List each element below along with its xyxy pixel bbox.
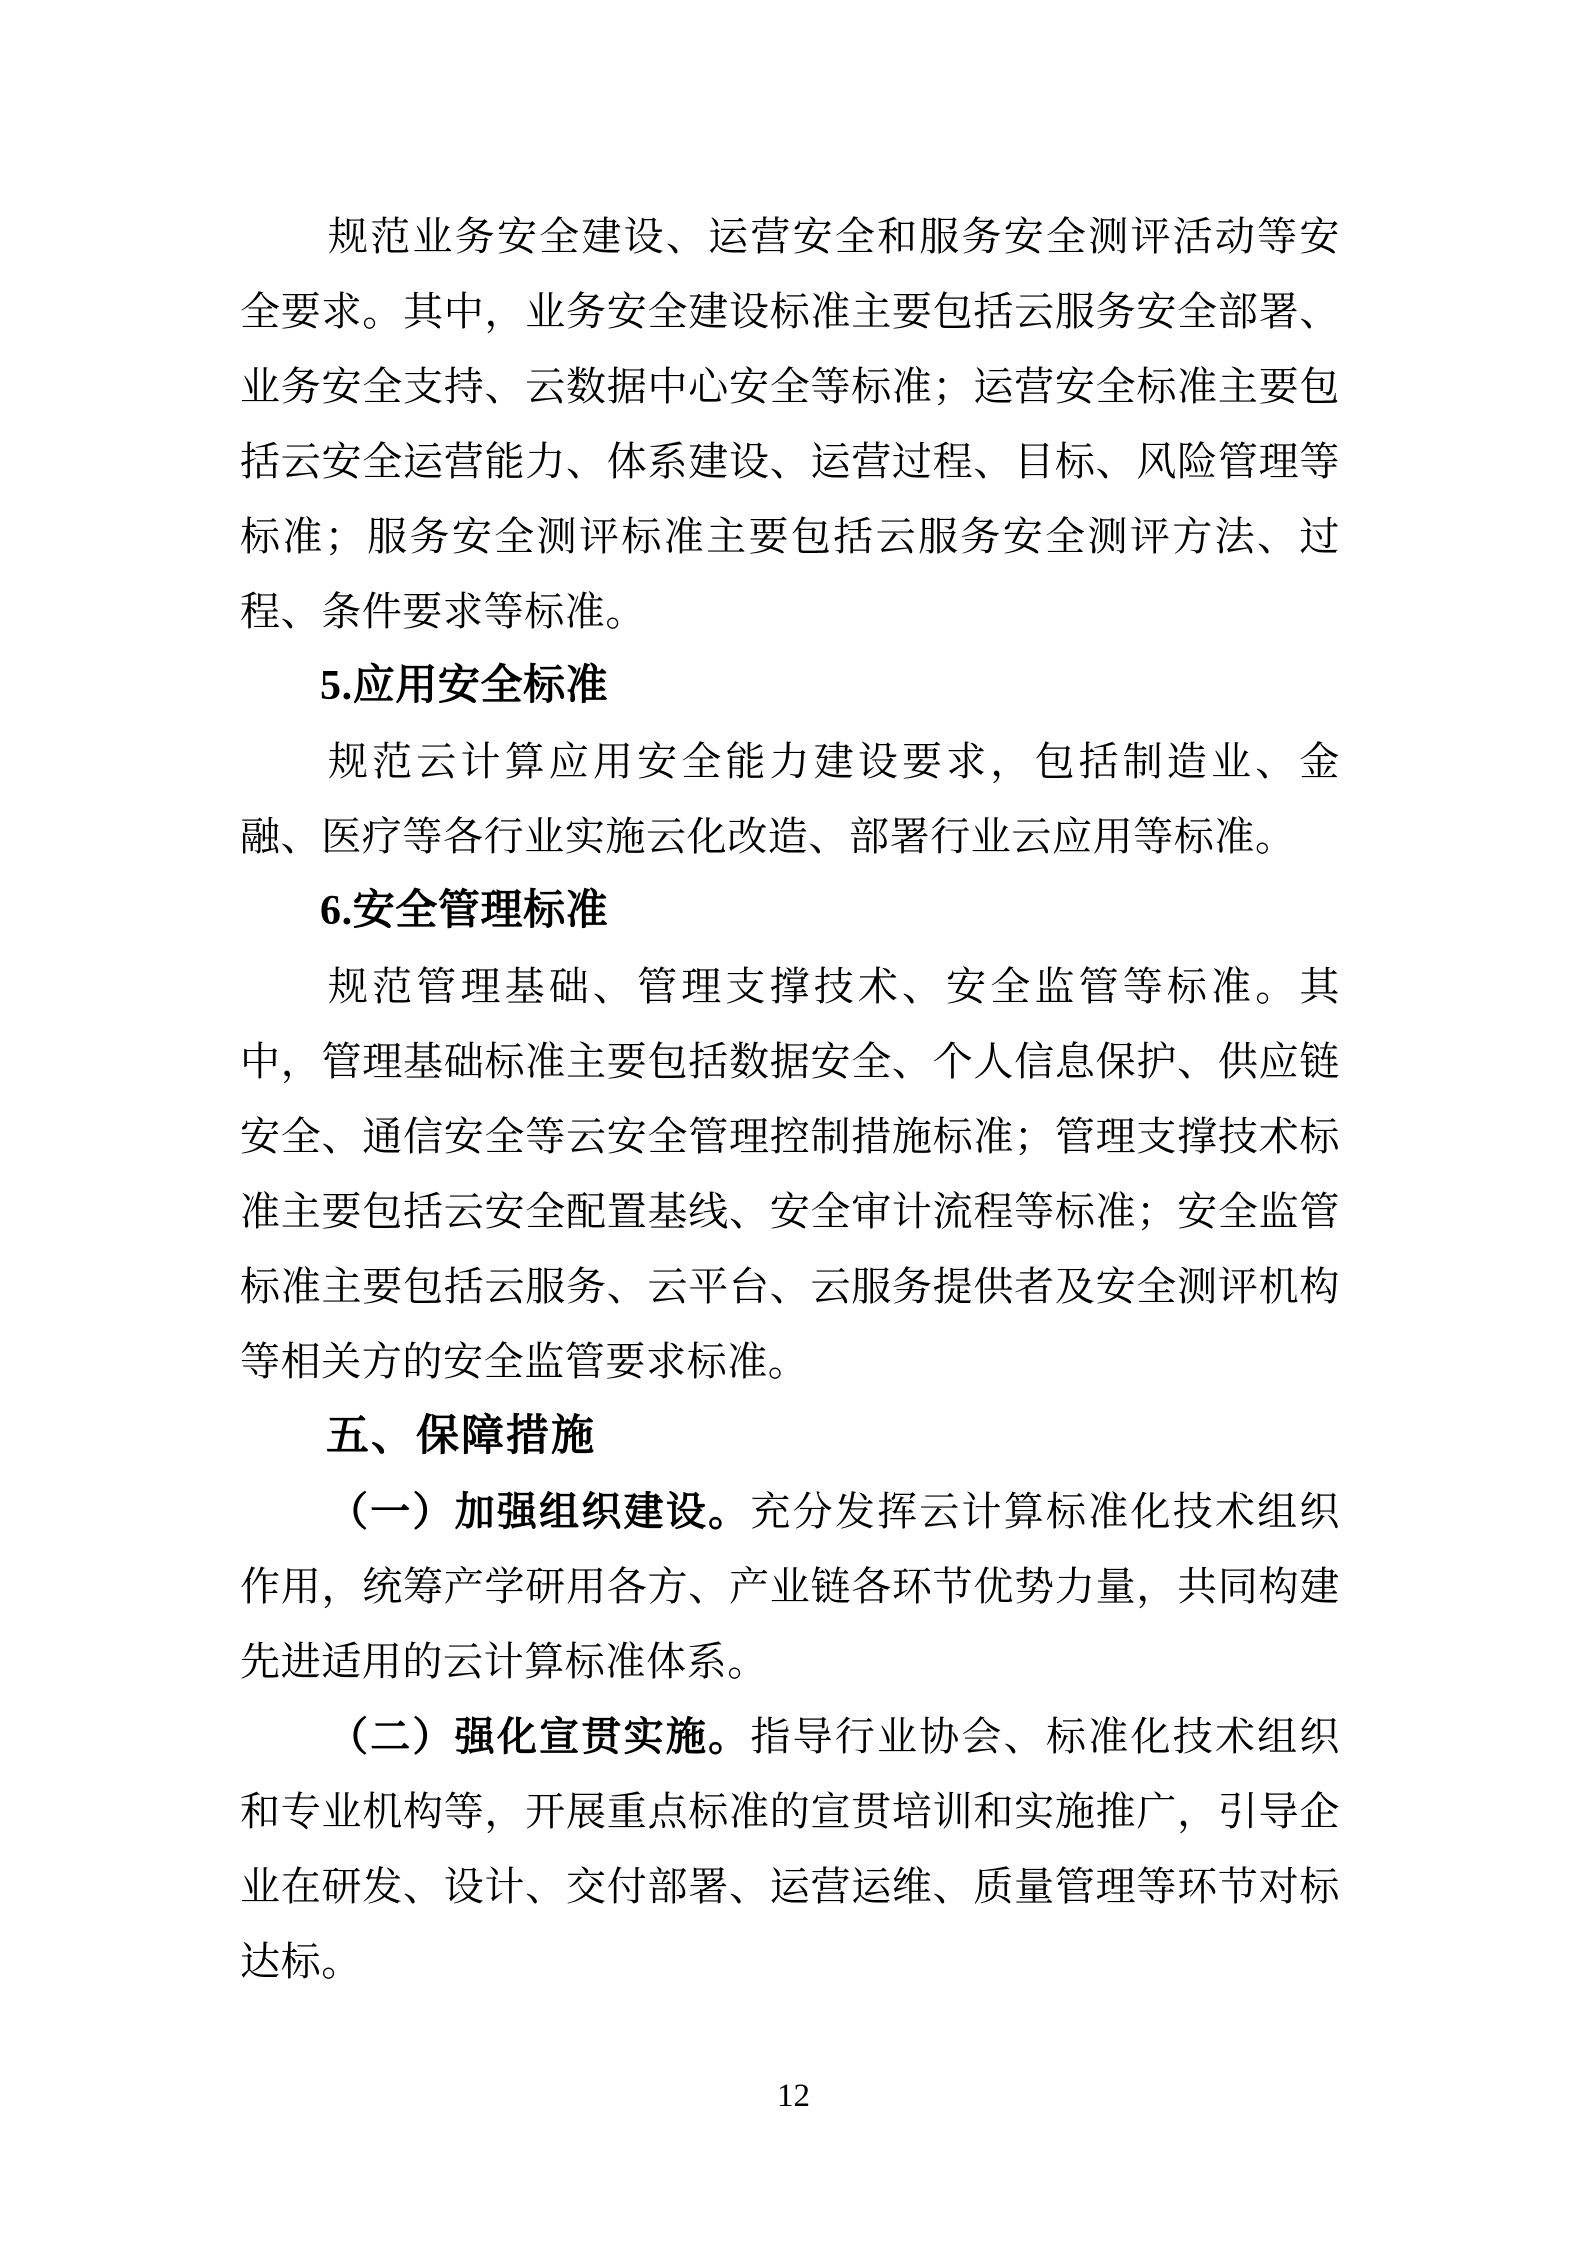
page-number: 12: [777, 2078, 810, 2114]
heading-6-security-management-standards: 6.安全管理标准: [320, 888, 609, 934]
document-body: [240, 199, 1340, 1999]
heading-5-application-security-standards: 5.应用安全标准: [320, 663, 609, 709]
heading-section-five-safeguard-measures: 五、保障措施: [326, 1412, 596, 1460]
measure-2-lead: （二）强化宣贯实施。: [328, 1714, 751, 1759]
measure-2-text: 指导行业协会、标准化技术组织和专业机构等，开展重点标准的宣贯培训和实施推广，引导企业在研发、设计、交付部署、运营运维、质量管理等环节对标达标。: [240, 1714, 1341, 1984]
paragraph-security-management: 规范管理基础、管理支撑技术、安全监管等标准。其中，管理基础标准主要包括数据安全、个人信息保护、供应链安全、通信安全等云安全管理控制措施标准；管理支撑技术标准主要包括云安全配置基线、安全审计流程等标准；安全监管标准主要包括云服务、云平台、云服务提供者及安全测评机构等相关方的安全监管要求标准。: [240, 964, 1340, 1384]
measure-1-text: 充分发挥云计算标准化技术组织作用，统筹产学研用各方、产业链各环节优势力量，共同构建先进适用的云计算标准体系。: [240, 1489, 1341, 1684]
paragraph-business-security-requirements: 规范业务安全建设、运营安全和服务安全测评活动等安全要求。其中，业务安全建设标准主要包括云服务安全部署、业务安全支持、云数据中心安全等标准；运营安全标准主要包括云安全运营能力、体系建设、运营过程、目标、风险管理等标准；服务安全测评标准主要包括云服务安全测评方法、过程、条件要求等标准。: [240, 214, 1340, 634]
page-footer: [0, 2074, 1587, 2124]
paragraph-measure-2-promote-implementation: [240, 1699, 1340, 1999]
measure-1-lead: （一）加强组织建设。: [328, 1489, 751, 1534]
paragraph-application-security: 规范云计算应用安全能力建设要求，包括制造业、金融、医疗等各行业实施云化改造、部署行业云应用等标准。: [240, 739, 1340, 859]
paragraph-measure-1-organization-building: [240, 1474, 1340, 1699]
